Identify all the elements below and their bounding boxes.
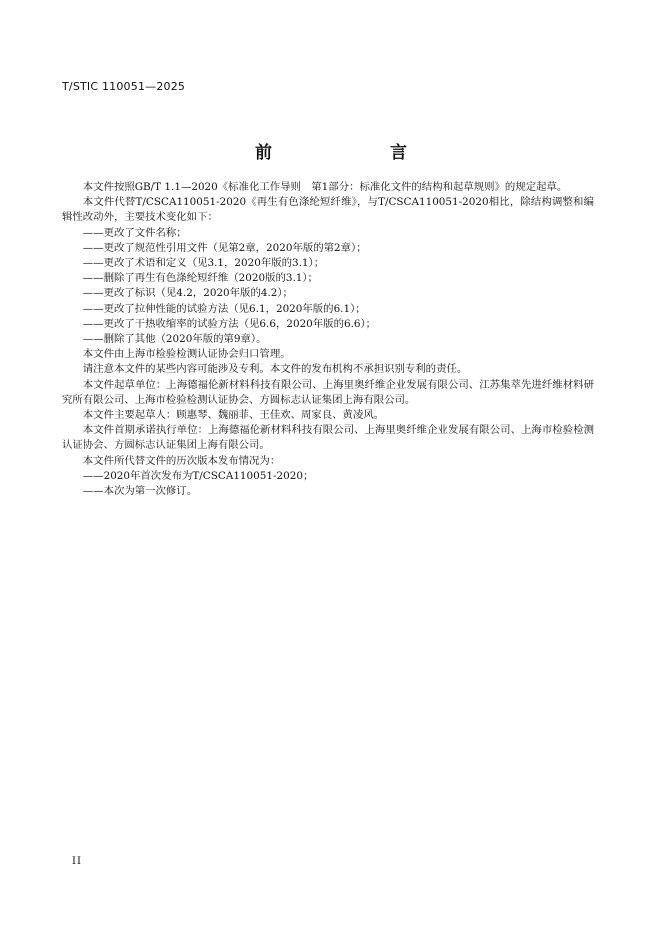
page-number: II bbox=[72, 856, 82, 867]
page-title: 前 言 bbox=[255, 143, 435, 163]
patent-notice: 请注意本文件的某些内容可能涉及专利。本文件的发布机构不承担识别专利的责任。 bbox=[82, 363, 468, 376]
foreword-body bbox=[62, 180, 594, 499]
first-implementers: 本文件首期承诺执行单位：上海德福伦新材料科技有限公司、上海里奥纤维企业发展有限公司、上海市检验检测认证协会、方圆标志认证集团上海有限公司。 bbox=[62, 424, 594, 452]
history-item: ——2020年首次发布为T/CSCA110051-2020； bbox=[82, 469, 314, 482]
document-code-header: T/STIC 110051—2025 bbox=[62, 80, 186, 93]
change-item: ——更改了规范性引用文件（见第2章，2020年版的第2章）； bbox=[82, 241, 367, 254]
change-item: ——更改了拉伸性能的试验方法（见6.1，2020年版的6.1）； bbox=[82, 302, 366, 315]
paragraph: 本文件由上海市检验检测认证协会归口管理。 bbox=[82, 348, 291, 361]
paragraph: 本文件按照GB/T 1.1—2020《标准化工作导则 第1部分：标准化文件的结构和起草规则》的规定起草。 bbox=[82, 181, 568, 193]
change-item: ——更改了标识（见4.2，2020年版的4.2）； bbox=[82, 287, 293, 300]
drafters: 本文件主要起草人：顾惠琴、魏丽菲、王佳欢、周家良、黄凌风。 bbox=[82, 409, 385, 422]
paragraph: 本文件所代替文件的历次版本发布情况为： bbox=[82, 454, 281, 467]
history-item: ——本次为第一次修订。 bbox=[82, 485, 198, 498]
change-item: ——更改了术语和定义（见3.1，2020年版的3.1）； bbox=[82, 257, 325, 270]
change-item: ——删除了其他（2020年版的第9章）。 bbox=[82, 333, 267, 346]
change-item: ——删除了再生有色涤纶短纤维（2020版的3.1）； bbox=[82, 272, 318, 285]
drafting-units: 本文件起草单位：上海德福伦新材料科技有限公司、上海里奥纤维企业发展有限公司、江苏集萃先进纤维材料研究所有限公司、上海市检验检测认证协会、方圆标志认证集团上海有限公司。 bbox=[62, 378, 594, 406]
change-item: ——更改了干热收缩率的试验方法（见6.6，2020年版的6.6）； bbox=[82, 317, 377, 330]
paragraph: 本文件代替T/CSCA110051-2020《再生有色涤纶短纤维》，与T/CSCA110051-2020相比，除结构调整和编辑性改动外，主要技术变化如下： bbox=[62, 196, 594, 224]
change-item: ——更改了文件名称； bbox=[82, 226, 187, 239]
